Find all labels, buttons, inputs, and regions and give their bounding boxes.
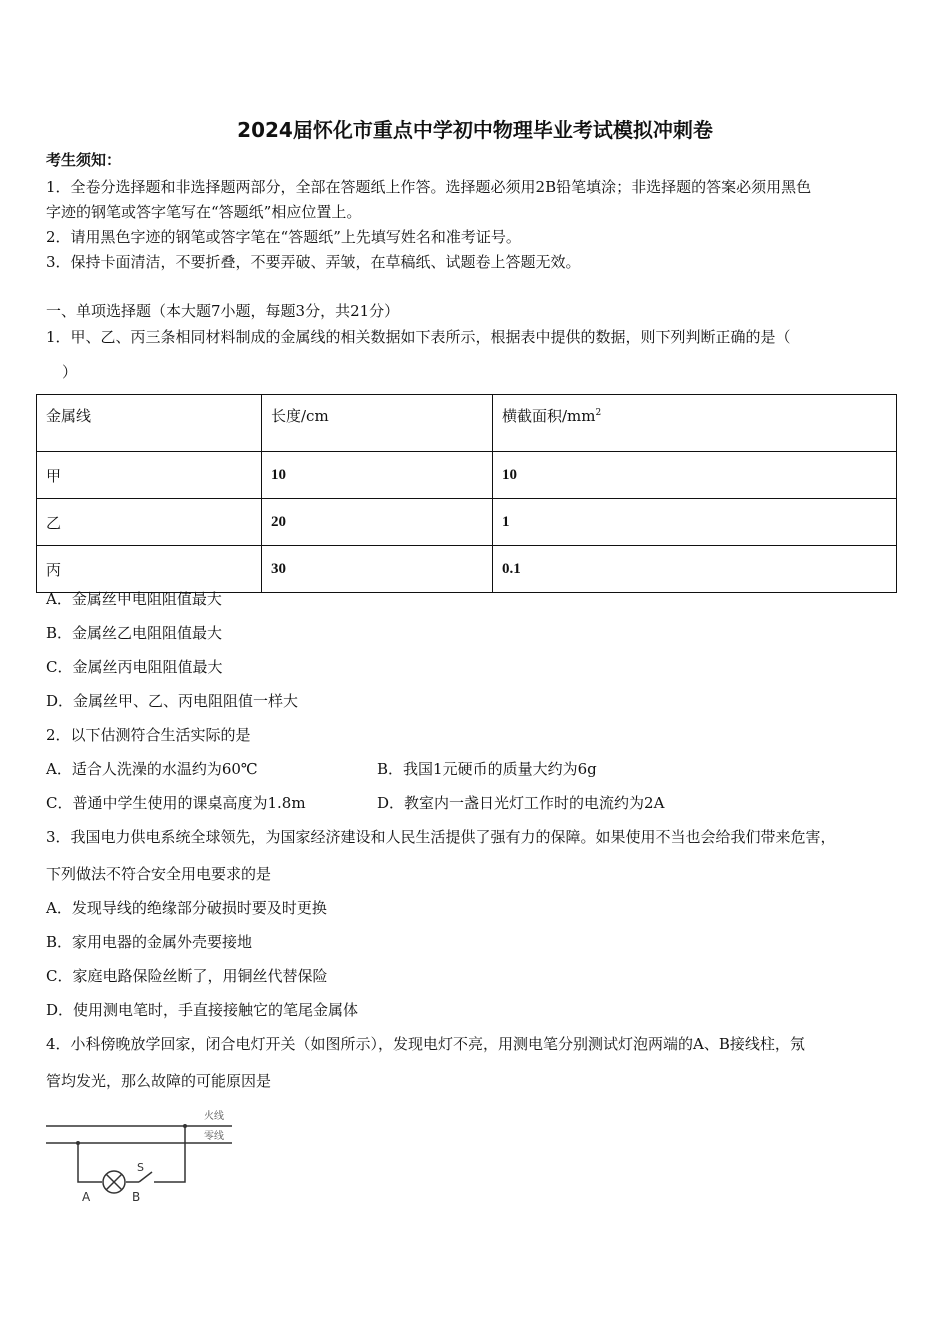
q2-option-b: B．我国1元硬币的质量大约为6g <box>377 760 597 778</box>
table-cell: 30 <box>262 546 493 593</box>
switch-label: S <box>137 1161 144 1174</box>
table-header-row <box>37 395 897 452</box>
q3-stem-line2: 下列做法不符合安全用电要求的是 <box>46 865 272 883</box>
table-row <box>37 546 897 593</box>
header-wire: 金属线 <box>37 395 262 452</box>
wire-data-table <box>36 394 897 593</box>
header-length: 长度/cm <box>262 395 493 452</box>
table-row <box>37 499 897 546</box>
table-cell: 20 <box>262 499 493 546</box>
q2-stem: 2．以下估测符合生活实际的是 <box>46 726 251 744</box>
q2-option-a: A．适合人洗澡的水温约为60℃ <box>46 760 258 778</box>
q3-option-d: D．使用测电笔时，手直接接触它的笔尾金属体 <box>46 1001 359 1019</box>
q2-option-d: D．教室内一盏日光灯工作时的电流约为2A <box>377 794 665 812</box>
q4-stem-line2: 管均发光，那么故障的可能原因是 <box>46 1072 272 1090</box>
section-heading: 一、单项选择题（本大题7小题，每题3分，共21分） <box>46 302 400 320</box>
neutral-label: 零线 <box>204 1131 224 1142</box>
notice-heading: 考生须知： <box>46 151 122 169</box>
q3-option-c: C．家庭电路保险丝断了，用铜丝代替保险 <box>46 967 328 985</box>
live-label: 火线 <box>204 1111 224 1122</box>
header-area <box>493 395 897 452</box>
branch-wire-left <box>78 1143 102 1182</box>
table-cell: 10 <box>493 452 897 499</box>
q1-option-d: D．金属丝甲、乙、丙电阻阻值一样大 <box>46 692 299 710</box>
q1-stem: 1．甲、乙、丙三条相同材料制成的金属线的相关数据如下表所示，根据表中提供的数据，则下列判断正确的是（ <box>46 328 791 346</box>
q3-stem-line1: 3．我国电力供电系统全球领先，为国家经济建设和人民生活提供了强有力的保障。如果使用不当也会给我们带来危害， <box>46 828 836 846</box>
point-b-label: B <box>132 1190 141 1204</box>
table-cell: 10 <box>262 452 493 499</box>
notice-line-2: 字迹的钢笔或答字笔写在“答题纸”相应位置上。 <box>46 203 362 221</box>
notice-line-3: 2．请用黑色字迹的钢笔或答字笔在“答题纸”上先填写姓名和准考证号。 <box>46 228 521 246</box>
q3-option-a: A．发现导线的绝缘部分破损时要及时更换 <box>46 899 327 917</box>
table-cell: 0.1 <box>493 546 897 593</box>
circuit-diagram <box>44 1106 244 1206</box>
header-area-exp: 2 <box>595 408 602 418</box>
table-cell: 丙 <box>37 546 262 593</box>
point-a-label: A <box>82 1190 91 1204</box>
q2-option-c: C．普通中学生使用的课桌高度为1.8m <box>46 794 306 812</box>
table-cell: 甲 <box>37 452 262 499</box>
q1-option-c: C．金属丝丙电阻阻值最大 <box>46 658 223 676</box>
table-row <box>37 452 897 499</box>
table-cell: 乙 <box>37 499 262 546</box>
notice-line-4: 3．保持卡面清洁，不要折叠，不要弄破、弄皱，在草稿纸、试题卷上答题无效。 <box>46 253 581 271</box>
q4-stem-line1: 4．小科傍晚放学回家，闭合电灯开关（如图所示），发现电灯不亮，用测电笔分别测试灯泡两端的A、B接线柱，氖 <box>46 1035 805 1053</box>
table-cell: 1 <box>493 499 897 546</box>
notice-line-1: 1．全卷分选择题和非选择题两部分，全部在答题纸上作答。选择题必须用2B铅笔填涂；非选择题的答案必须用黑色 <box>46 178 812 196</box>
header-area-text: 横截面积/mm <box>502 407 596 425</box>
exam-title: 2024届怀化市重点中学初中物理毕业考试模拟冲刺卷 <box>237 118 713 142</box>
branch-wire-right <box>154 1126 185 1182</box>
q1-option-b: B．金属丝乙电阻阻值最大 <box>46 624 223 642</box>
q1-stem-end: ） <box>62 363 78 381</box>
q3-option-b: B．家用电器的金属外壳要接地 <box>46 933 253 951</box>
q1-option-a: A．金属丝甲电阻阻值最大 <box>46 590 222 608</box>
